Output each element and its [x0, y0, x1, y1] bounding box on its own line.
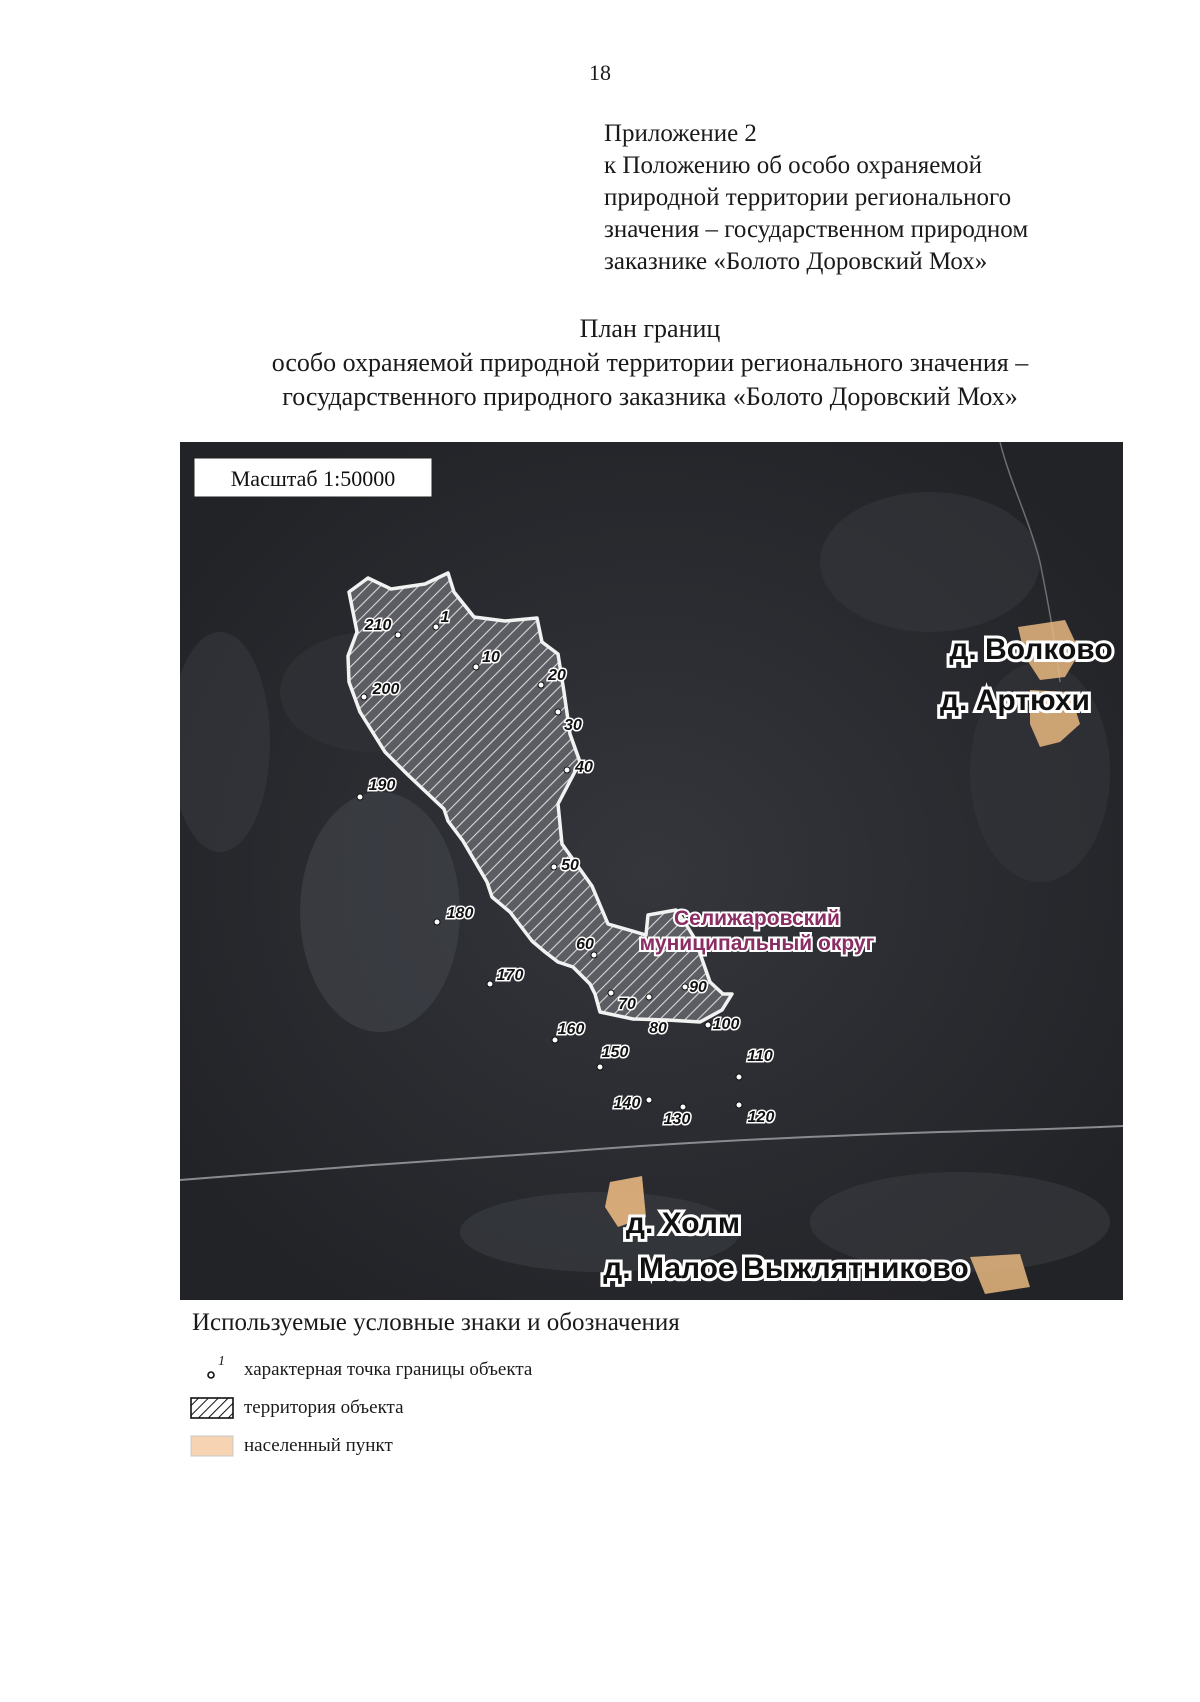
district-label: Селижаровский — [674, 907, 840, 930]
point-label: 190 — [368, 777, 396, 794]
legend-row-settlement — [190, 1434, 393, 1458]
legend-title: Используемые условные знаки и обозначения — [192, 1309, 680, 1336]
boundary-point — [705, 1022, 711, 1028]
boundary-point — [538, 682, 544, 688]
boundary-point — [487, 981, 493, 987]
plan-title-line: План границ — [579, 314, 721, 343]
point-label: 140 — [613, 1095, 641, 1112]
boundary-point — [434, 919, 440, 925]
point-label: 80 — [649, 1020, 667, 1037]
legend-territory-label: территория объекта — [244, 1397, 404, 1418]
boundary-point-icon — [190, 1354, 234, 1382]
boundary-point — [555, 709, 561, 715]
point-label: 30 — [564, 717, 582, 734]
legend-settlement-label: населенный пункт — [244, 1435, 393, 1456]
boundary-point — [682, 984, 688, 990]
point-label: 70 — [618, 996, 636, 1013]
boundary-point — [736, 1102, 742, 1108]
appendix-line: значения – государственном природном — [604, 216, 1029, 243]
plan-title-line: государственного природного заказника «Болото Доровский Мох» — [282, 382, 1018, 411]
appendix-header — [604, 118, 1028, 278]
boundary-point — [357, 794, 363, 800]
legend-point-label: характерная точка границы объекта — [244, 1359, 533, 1380]
boundary-point — [564, 767, 570, 773]
point-label: 170 — [496, 967, 524, 984]
hatched-territory-icon — [190, 1396, 234, 1420]
point-label: 160 — [557, 1021, 585, 1038]
page-number: 18 — [589, 60, 611, 85]
point-label: 200 — [372, 681, 400, 698]
boundary-point — [736, 1074, 742, 1080]
plan-title — [0, 312, 1200, 414]
appendix-line: природной территории регионального — [604, 184, 1012, 211]
point-label: 40 — [575, 759, 593, 776]
legend-point-index: 1 — [218, 1354, 225, 1369]
boundary-map — [180, 442, 1123, 1300]
point-label: 110 — [747, 1048, 773, 1065]
boundary-point — [646, 994, 652, 1000]
boundary-point — [361, 694, 367, 700]
boundary-point — [395, 632, 401, 638]
boundary-point — [646, 1097, 652, 1103]
scale-label: Масштаб 1:50000 — [230, 466, 396, 491]
boundary-point — [680, 1104, 686, 1110]
boundary-point — [597, 1064, 603, 1070]
boundary-point — [433, 624, 439, 630]
appendix-line: к Положению об особо охраняемой — [604, 152, 983, 179]
boundary-point — [608, 990, 614, 996]
point-label: 210 — [364, 617, 392, 634]
plan-title-line: особо охраняемой природной территории регионального значения – — [271, 348, 1029, 377]
point-label: 130 — [663, 1111, 691, 1128]
district-label: муниципальный округ — [639, 932, 875, 955]
settlement-label-artyukhi: д. Артюхи — [940, 684, 1090, 717]
legend-row-point — [190, 1354, 533, 1382]
point-label: 20 — [548, 667, 566, 684]
appendix-line: Приложение 2 — [604, 120, 757, 147]
point-label: 90 — [689, 979, 707, 996]
point-label: 1 — [440, 609, 450, 626]
point-label: 180 — [446, 905, 474, 922]
settlement-swatch-icon — [190, 1434, 234, 1458]
point-label: 100 — [712, 1016, 740, 1033]
settlement-label-kholm: д. Холм — [625, 1207, 741, 1240]
point-label: 60 — [576, 936, 594, 953]
point-label: 150 — [601, 1044, 629, 1061]
boundary-point — [551, 864, 557, 870]
settlement-label-volkovo: д. Волково — [949, 633, 1113, 666]
boundary-point — [473, 664, 479, 670]
appendix-line: заказнике «Болото Доровский Мох» — [604, 248, 988, 275]
point-label: 120 — [747, 1109, 775, 1126]
point-label: 10 — [482, 649, 500, 666]
settlement-label-maloe: д. Малое Выжлятниково — [603, 1252, 969, 1285]
point-label: 50 — [561, 857, 579, 874]
legend-row-territory — [190, 1396, 404, 1420]
